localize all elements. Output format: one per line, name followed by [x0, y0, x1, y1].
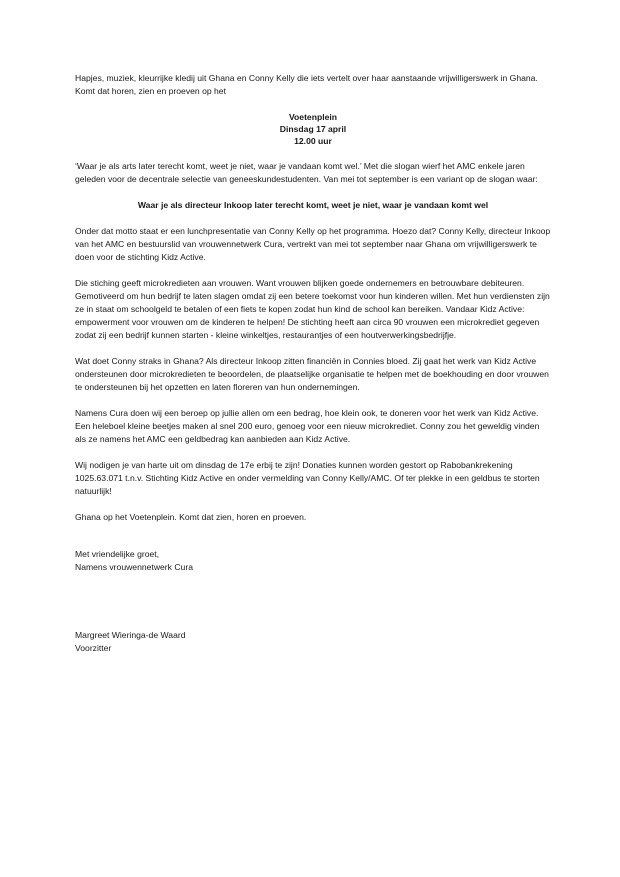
event-details — [75, 111, 551, 147]
letter-body — [75, 72, 551, 655]
body-paragraph: Namens Cura doen wij een beroep op jullie allen om een bedrag, hoe klein ook, te doneren voor het werk van Kidz Active. Een heleboel kleine beetjes maken al snel 200 euro, genoeg voor een nieuw microkrediet. Conny zou het geweldig vinden als ze namens het AMC een geldbedrag kan aanbieden aan Kidz Active. — [75, 408, 540, 444]
event-time: 12.00 uur — [294, 136, 332, 146]
event-date: Dinsdag 17 april — [279, 124, 347, 134]
body-paragraph: Wij nodigen je van harte uit om dinsdag de 17e erbij te zijn! Donaties kunnen worden gestort op Rabobankrekening 1025.63.071 t.n.v. Stichting Kidz Active en onder vermelding van Conny Kelly/AMC. Of ter plekke in een geldbus te storten natuurlijk! — [75, 460, 540, 496]
body-paragraph: Ghana op het Voetenplein. Komt dat zien, horen en proeven. — [75, 512, 307, 522]
body-paragraph: Wat doet Conny straks in Ghana? Als directeur Inkoop zitten financiën in Connies bloed. Zij gaat het werk van Kidz Active ondersteunen door microkredieten te beoordelen, de plaatselijke organisatie te helpen met de boekhouding en door vrouwen te ondersteunen bij het opzetten en laten floreren van hun ondernemingen. — [75, 356, 549, 392]
signature-block — [75, 629, 551, 655]
closing-on-behalf: Namens vrouwennetwerk Cura — [75, 562, 193, 572]
signatory-role: Voorzitter — [75, 643, 112, 653]
slogan-variant: Waar je als directeur Inkoop later terecht komt, weet je niet, waar je vandaan komt wel — [137, 200, 489, 210]
body-paragraph: Die stiching geeft microkredieten aan vrouwen. Want vrouwen blijken goede ondernemers en betrouwbare debiteuren. Gemotiveerd om hun bedrijf te laten slagen omdat zij een betere toekomst voor hun kinderen willen. Met hun verdiensten zijn ze in staat om schoolgeld te betalen of een fiets te kopen zodat hun kind de school kan bereiken. Vandaar Kidz Active: empowerment voor vrouwen om de kinderen te helpen! De stichting heeft aan circa 90 vrouwen een microkrediet gegeven zodat zij een bedrijf kunnen starten - kleine winkeltjes, restaurantjes of een houtverwerkingsbedrijfje. — [75, 278, 550, 340]
intro-paragraph: Hapjes, muziek, kleurrijke kledij uit Ghana en Conny Kelly die iets vertelt over haar aanstaande vrijwilligerswerk in Ghana. Komt dat horen, zien en proeven op het — [75, 73, 538, 96]
slogan-intro-paragraph: ‘Waar je als arts later terecht komt, weet je niet, waar je vandaan komt wel.’ Met die slogan wierf het AMC enkele jaren geleden voor de decentrale selectie van geneeskundestudenten. Van mei tot september is een variant op de slogan waar: — [75, 161, 538, 184]
signatory-name: Margreet Wieringa-de Waard — [75, 630, 186, 640]
event-location: Voetenplein — [288, 112, 338, 122]
closing-block — [75, 548, 551, 574]
body-paragraph: Onder dat motto staat er een lunchpresentatie van Conny Kelly op het programma. Hoezo dat? Conny Kelly, directeur Inkoop van het AMC en bestuurslid van vrouwennetwerk Cura, vertrekt van mei tot september naar Ghana om vrijwilligerswerk te doen voor de stichting Kidz Active. — [75, 226, 551, 262]
closing-greeting: Met vriendelijke groet, — [75, 549, 160, 559]
